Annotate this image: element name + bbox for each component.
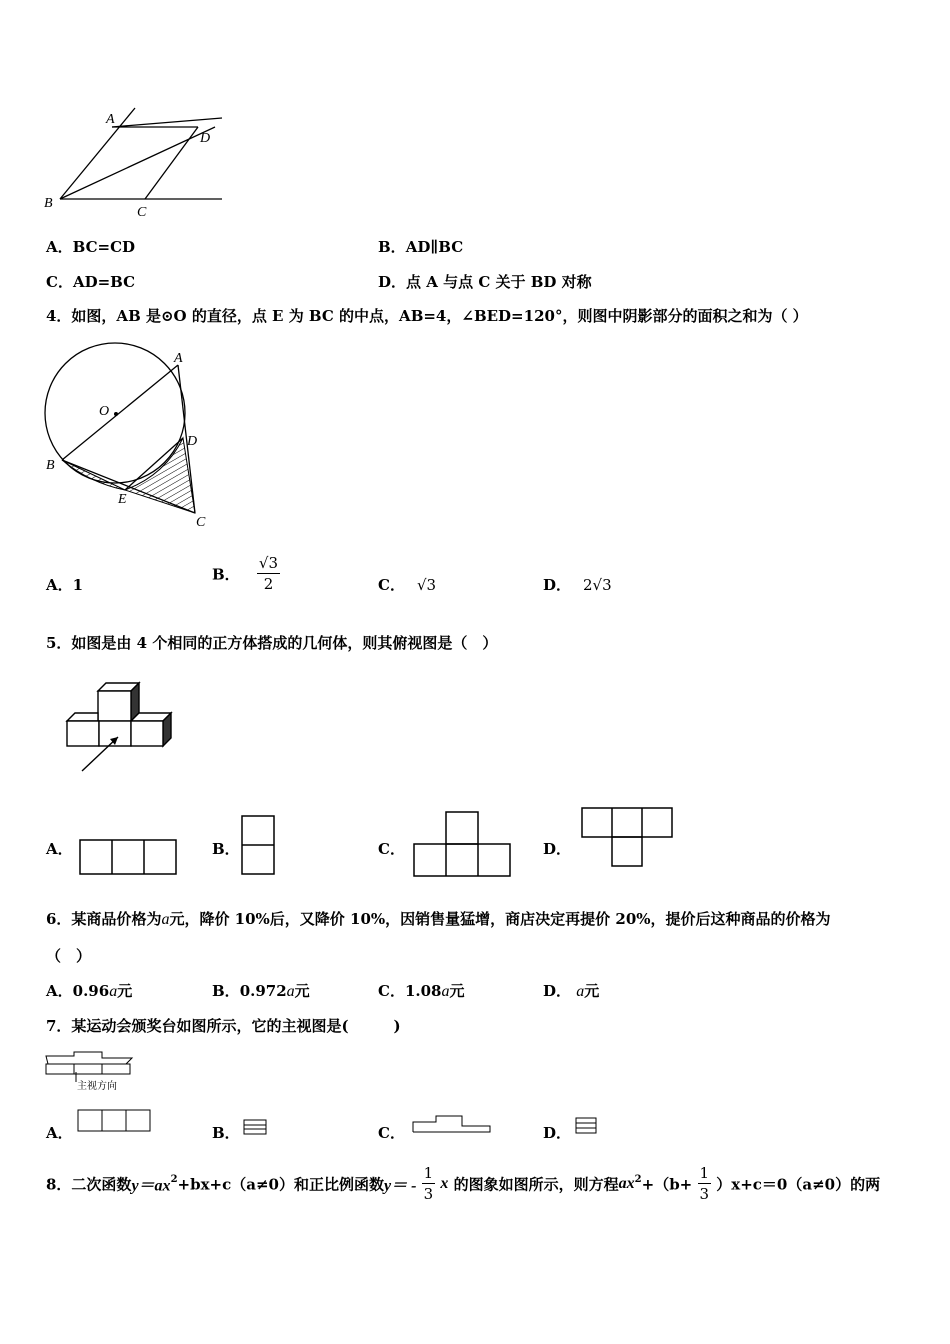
q8-stem: 8．二次函数$y=ax^2+bx+c(a\ne 0)$和正比例函数y＝ - $\frac{1}{3}$ x 的图象如图所示，则方程$ax^2+(b+$ $\frac{1}{3}$ ）x+c＝0（a≠0）的两 bbox=[46, 1164, 881, 1203]
q3-label-d: D bbox=[200, 131, 211, 146]
q6-option-c: C．1.08a元 bbox=[378, 982, 465, 1000]
q4-label-o: O bbox=[99, 404, 110, 419]
q4-label-a: A bbox=[174, 351, 183, 366]
q4-option-a: A．1 bbox=[46, 576, 84, 594]
q5-option-c: C． bbox=[378, 840, 405, 858]
q3-label-c: C bbox=[137, 205, 147, 220]
q7-caption: 主视方向 bbox=[77, 1081, 117, 1092]
q7-option-c: C． bbox=[378, 1124, 405, 1142]
q4-label-b: B bbox=[46, 458, 55, 473]
q4-label-e: E bbox=[118, 492, 127, 507]
q6-stem-line2: （ ） bbox=[46, 947, 92, 965]
q5-option-b-figure bbox=[242, 816, 278, 878]
q5-option-a: A． bbox=[46, 840, 73, 858]
q4-label-c: C bbox=[196, 515, 206, 530]
q6-option-b: B．0.972a元 bbox=[212, 982, 310, 1000]
q7-option-a-figure bbox=[78, 1110, 152, 1134]
q7-option-d: D． bbox=[543, 1124, 572, 1142]
q5-option-d-figure bbox=[582, 808, 678, 870]
q7-option-b: B． bbox=[212, 1124, 240, 1142]
q3-option-d: D．点 A 与点 C 关于 BD 对称 bbox=[378, 273, 592, 291]
q6-option-a: A．0.96a元 bbox=[46, 982, 133, 1000]
q7-option-a: A． bbox=[46, 1124, 73, 1142]
q4-stem: 4．如图，AB 是⊙O 的直径，点 E 为 BC 的中点，AB=4，∠BED=120°，则图中阴影部分的面积之和为（ ） bbox=[46, 307, 808, 325]
q3-option-a: A．BC=CD bbox=[46, 238, 136, 256]
q5-stem: 5．如图是由 4 个相同的正方体搭成的几何体，则其俯视图是（ ） bbox=[46, 634, 498, 652]
q6-stem: 6．某商品价格为a元，降价 10%后，又降价 10%，因销售量猛增，商店决定再提价 20%，提价后这种商品的价格为 bbox=[46, 910, 831, 928]
q5-option-b: B． bbox=[212, 840, 240, 858]
q7-option-c-figure bbox=[412, 1114, 492, 1134]
q7-option-d-figure bbox=[576, 1118, 598, 1136]
q5-option-a-figure bbox=[80, 840, 180, 876]
q3-parallelogram-figure bbox=[40, 100, 230, 225]
q5-option-d: D． bbox=[543, 840, 572, 858]
q7-stem: 7．某运动会颁奖台如图所示，它的主视图是( ) bbox=[46, 1017, 401, 1035]
q4-label-d: D bbox=[187, 434, 198, 449]
q4-option-b: B． $\frac{√3}{2}$ bbox=[212, 554, 279, 593]
q3-option-b: B．AD∥BC bbox=[378, 238, 464, 256]
q5-cubes-figure bbox=[60, 675, 200, 785]
q3-label-b: B bbox=[44, 196, 53, 211]
q4-option-d: D． 2√3 bbox=[543, 576, 612, 594]
q4-circle-figure bbox=[40, 335, 220, 535]
q7-option-b-figure bbox=[244, 1120, 268, 1136]
q4-option-c: C． √3 bbox=[378, 576, 437, 594]
q6-option-d: D． a元 bbox=[543, 982, 600, 1000]
q5-option-c-figure bbox=[414, 812, 514, 878]
q3-label-a: A bbox=[106, 112, 115, 127]
q7-podium-figure bbox=[44, 1048, 144, 1094]
q3-option-c: C．AD=BC bbox=[46, 273, 136, 291]
